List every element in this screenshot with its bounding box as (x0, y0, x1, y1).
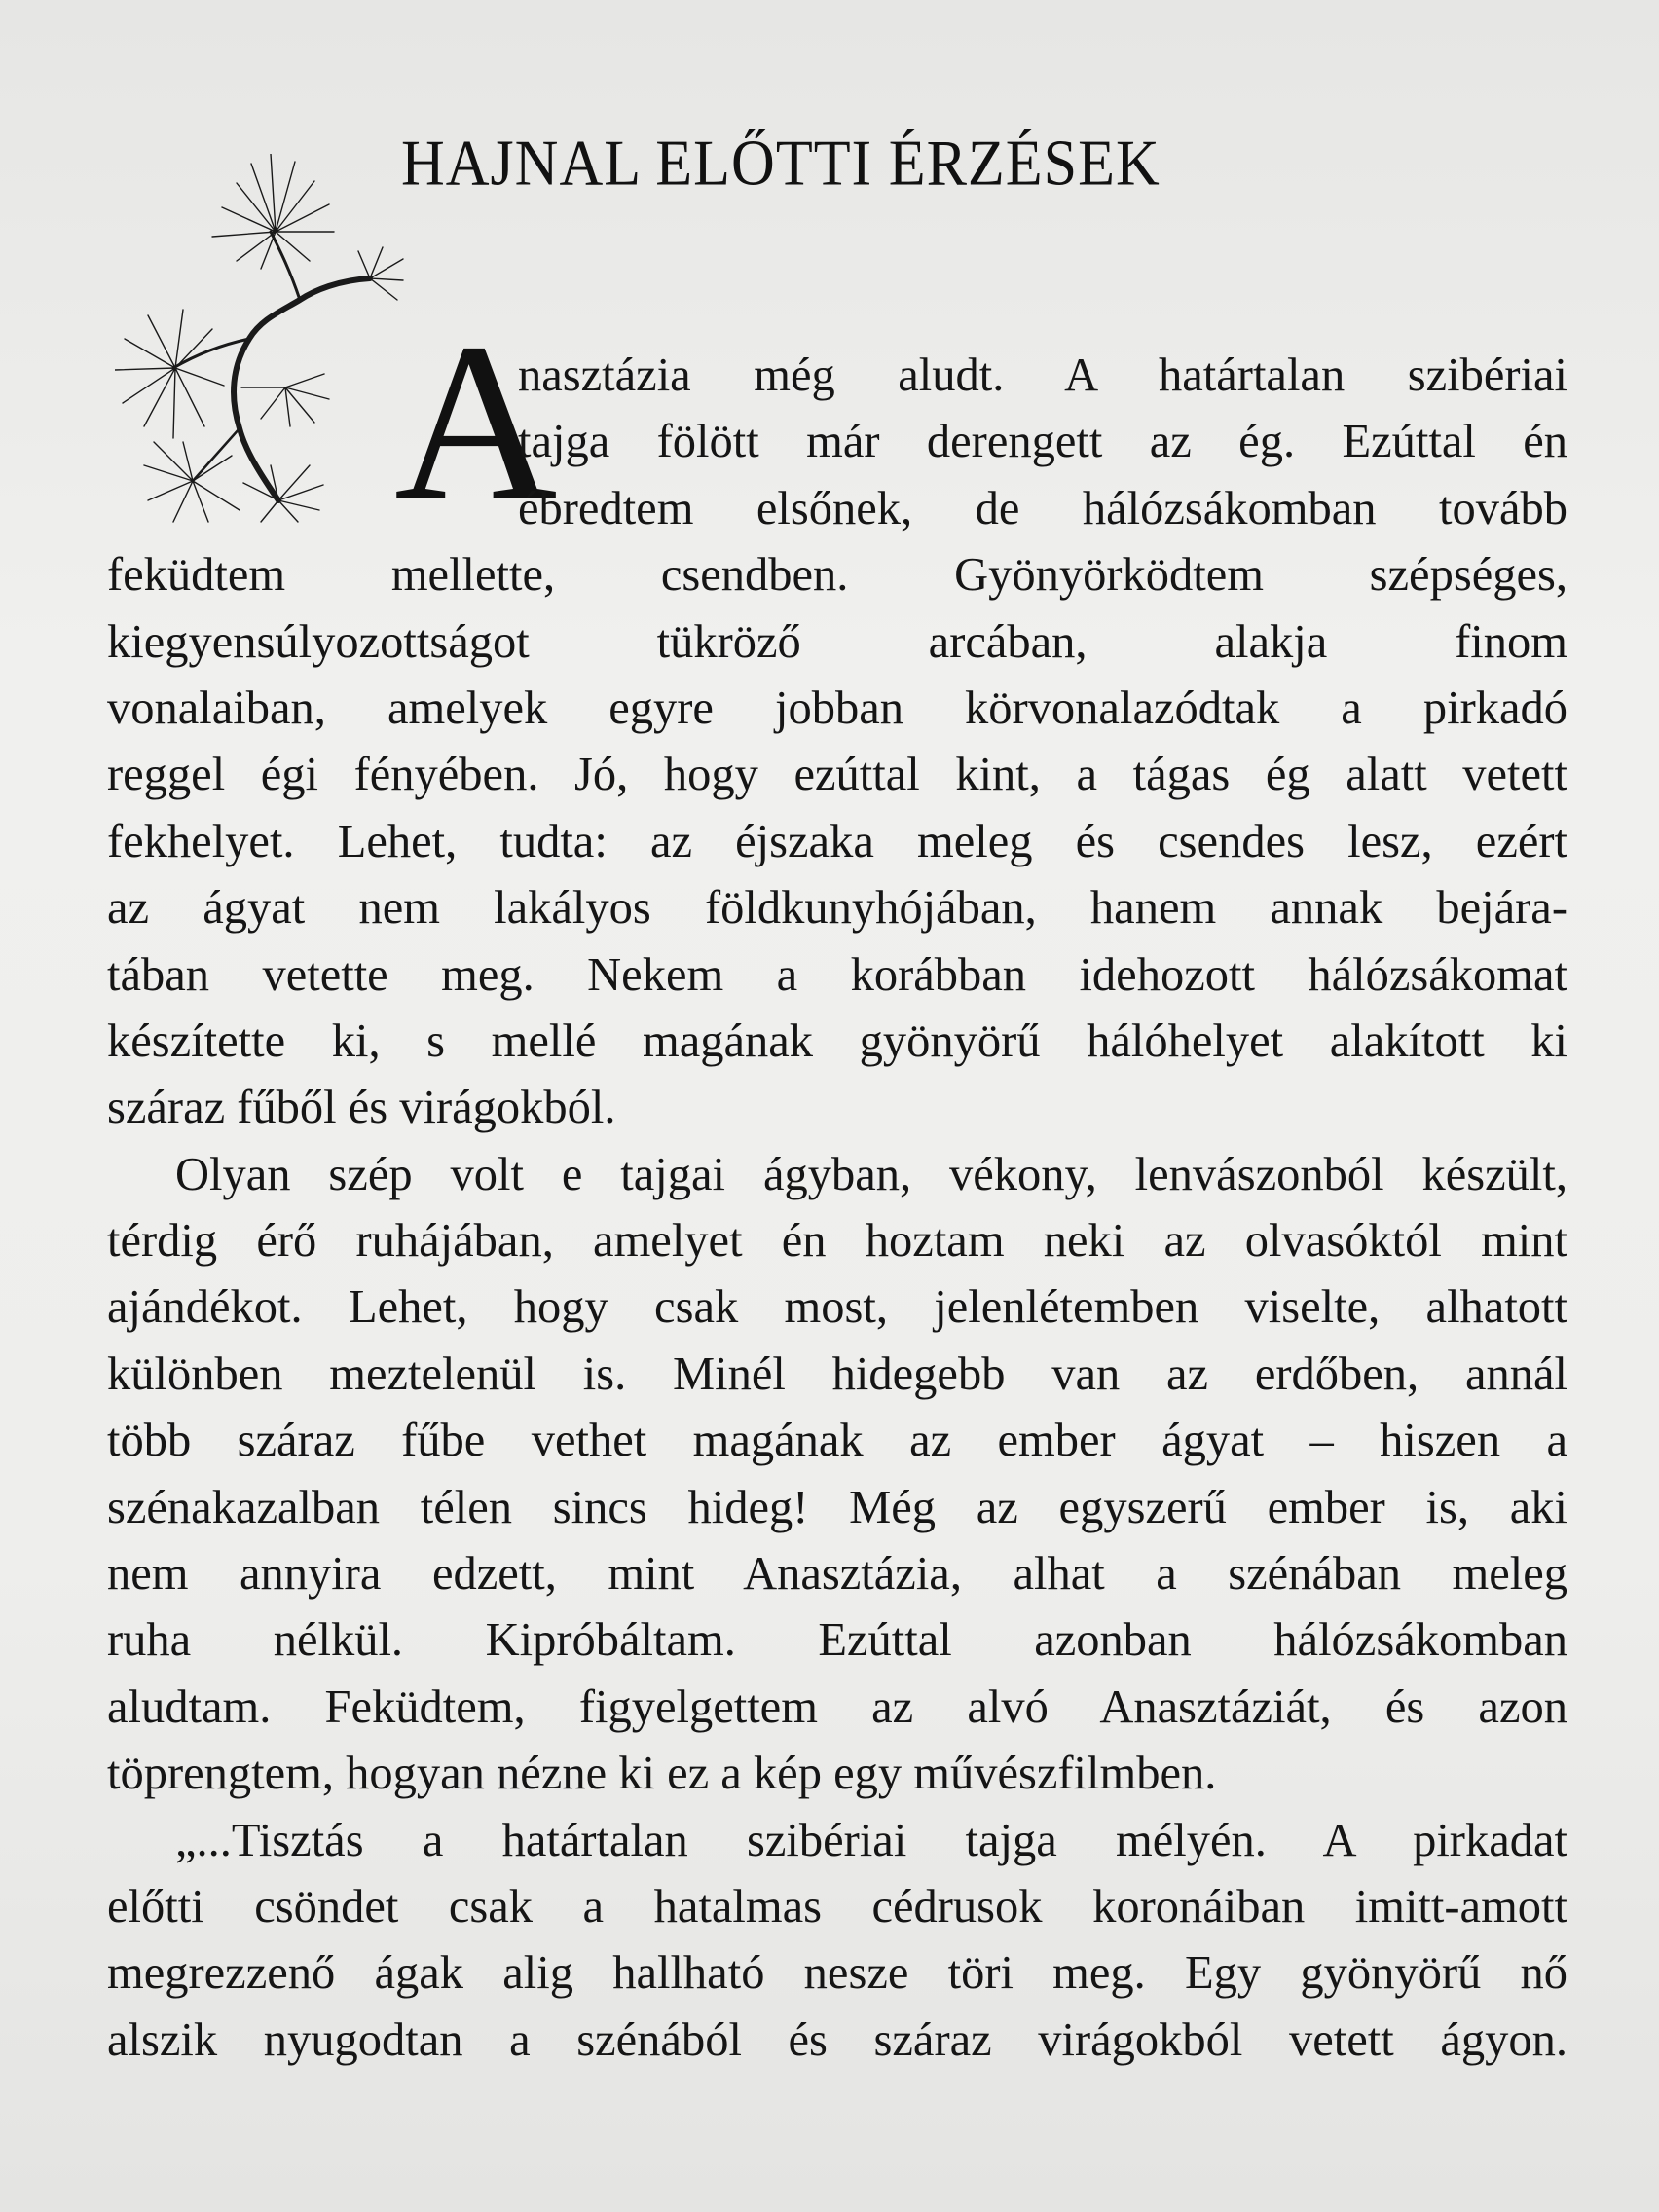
text-line: alszik nyugodtan a szénából és száraz virágokból vetett ágyon. (107, 2013, 1567, 2066)
body-text (107, 343, 1567, 2074)
text-line: száraz fűből és virágokból. (107, 1082, 616, 1134)
text-line: fekhelyet. Lehet, tudta: az éjszaka meleg és csendes lesz, ezért (107, 815, 1567, 867)
text-line: készítette ki, s mellé magának gyönyörű hálóhelyet alakított ki (107, 1014, 1567, 1067)
text-line: Olyan szép volt e tajgai ágyban, vékony, lenvászonból készült, (175, 1148, 1567, 1200)
text-line: ruha nélkül. Kipróbáltam. Ezúttal azonban hálózsákomban (107, 1614, 1567, 1667)
text-line: nasztázia még aludt. A határtalan szibériai (518, 350, 1567, 401)
text-line: aludtam. Feküdtem, figyelgettem az alvó Anasztáziát, és azon (107, 1680, 1567, 1733)
text-line: nem annyira edzett, mint Anasztázia, alhat a szénában meleg (107, 1548, 1567, 1601)
text-line: térdig érő ruhájában, amelyet én hoztam neki az olvasóktól mint (107, 1215, 1567, 1268)
text-line: tában vetette meg. Nekem a korábban idehozott hálózsákomat (107, 948, 1567, 1001)
text-line: töprengtem, hogyan nézne ki ez a kép egy művészfilmben. (107, 1748, 1217, 1800)
text-line: megrezzenő ágak alig hallható nesze töri meg. Egy gyönyörű nő (107, 1947, 1567, 2000)
text-line: feküdtem mellette, csendben. Gyönyörködtem szépséges, (107, 549, 1567, 602)
text-line: előtti csöndet csak a hatalmas cédrusok koronáiban imitt-amott (107, 1880, 1567, 1933)
text-line: kiegyensúlyozottságot tükröző arcában, alakja finom (107, 615, 1567, 668)
text-line: reggel égi fényében. Jó, hogy ezúttal kint, a tágas ég alatt vetett (107, 749, 1567, 801)
text-line: az ágyat nem lakályos földkunyhójában, hanem annak bejára- (107, 882, 1567, 935)
text-line: ébredtem elsőnek, de hálózsákomban tovább (518, 482, 1567, 535)
text-line: különben meztelenül is. Minél hidegebb van az erdőben, annál (107, 1347, 1567, 1400)
text-line: tajga fölött már derengett az ég. Ezúttal én (518, 416, 1567, 468)
drop-cap: A (394, 297, 558, 547)
text-line: vonalaiban, amelyek egyre jobban körvonalazódtak a pirkadó (107, 682, 1567, 734)
text-line: szénakazalban télen sincs hideg! Még az egyszerű ember is, aki (107, 1481, 1567, 1533)
chapter-title: HAJNAL ELŐTTI ÉRZÉSEK (401, 128, 1161, 200)
text-line: több száraz fűbe vethet magának az ember ágyat – hiszen a (107, 1415, 1567, 1467)
text-line: ajándékot. Lehet, hogy csak most, jelenlétemben viselte, alhatott (107, 1281, 1567, 1334)
text-line: „...Tisztás a határtalan szibériai tajga mélyén. A pirkadat (175, 1814, 1567, 1866)
